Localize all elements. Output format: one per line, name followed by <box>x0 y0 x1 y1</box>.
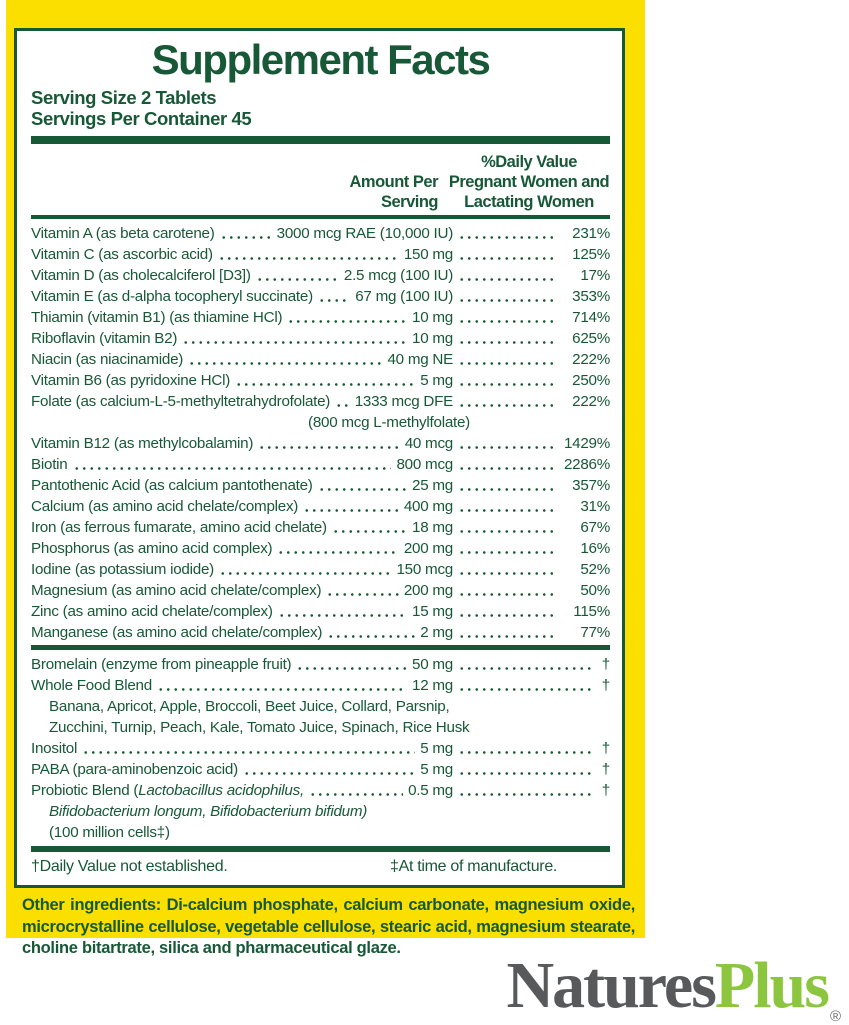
dot-leader <box>458 559 553 580</box>
dot-leader <box>303 496 399 517</box>
dot-leader <box>220 223 272 244</box>
nutrient-name: Phosphorus (as amino acid complex) <box>31 540 273 558</box>
nutrient-amount: 0.5 mg <box>408 782 453 800</box>
dot-leader <box>458 538 553 559</box>
nutrient-amount: 50 mg <box>412 656 453 674</box>
nutrient-daily-value: 115% <box>573 603 610 621</box>
dot-leader <box>256 265 339 286</box>
nutrient-name: Bromelain (enzyme from pineapple fruit) <box>31 656 292 674</box>
nutrient-daily-value: 16% <box>580 540 610 558</box>
table-row <box>31 580 610 601</box>
table-row <box>31 759 610 780</box>
dot-leader <box>458 391 553 412</box>
dot-leader <box>458 738 592 759</box>
nutrient-amount: 12 mg <box>412 677 453 695</box>
nutrient-name: Inositol <box>31 740 78 758</box>
footnote-manufacture: ‡At time of manufacture. <box>389 858 558 876</box>
nutrient-daily-value: 67% <box>580 519 610 537</box>
nutrient-amount: 10 mg <box>412 330 453 348</box>
nutrient-daily-value: † <box>601 677 610 695</box>
nutrient-daily-value: 125% <box>572 246 610 264</box>
nutrient-daily-value: † <box>601 782 610 800</box>
nutrient-amount: 40 mcg <box>404 435 453 453</box>
table-row <box>31 559 610 580</box>
daily-value-column-header <box>448 152 610 212</box>
dot-leader <box>235 370 415 391</box>
dot-leader <box>458 675 592 696</box>
table-row <box>31 328 610 349</box>
nutrient-daily-value: 17% <box>580 267 610 285</box>
dot-leader <box>309 780 403 801</box>
nutrient-daily-value: 714% <box>572 309 610 327</box>
table-row <box>31 349 610 370</box>
nutrient-amount: 10 mg <box>412 309 453 327</box>
nutrient-amount: 1333 mcg DFE <box>354 393 453 411</box>
table-row <box>31 454 610 475</box>
nutrient-amount: 200 mg <box>403 540 453 558</box>
amount-header-line1: Amount Per <box>349 173 438 192</box>
brand-logo <box>506 948 839 1024</box>
nutrient-amount: 150 mcg <box>396 561 453 579</box>
nutrient-name: Iodine (as potassium iodide) <box>31 561 214 579</box>
table-row <box>31 223 610 244</box>
nutrient-amount: 5 mg <box>420 372 453 390</box>
nutrient-subline <box>31 801 610 822</box>
table-row <box>31 675 610 696</box>
nutrient-daily-value: 231% <box>572 225 610 243</box>
table-row <box>31 286 610 307</box>
nutrient-amount: 67 mg (100 IU) <box>355 288 453 306</box>
dot-leader <box>458 780 592 801</box>
table-row <box>31 517 610 538</box>
nutrient-daily-value: 31% <box>580 498 610 516</box>
dot-leader <box>458 475 553 496</box>
dot-leader <box>218 244 399 265</box>
nutrient-name: Whole Food Blend <box>31 677 152 695</box>
nutrient-amount: 5 mg <box>420 740 453 758</box>
dot-leader <box>327 622 415 643</box>
dot-leader <box>278 601 407 622</box>
nutrient-amount: 200 mg <box>403 582 453 600</box>
nutrient-daily-value: 625% <box>572 330 610 348</box>
serving-info <box>31 87 610 129</box>
dot-leader <box>335 391 350 412</box>
nutrient-daily-value: 353% <box>572 288 610 306</box>
nutrient-subline-text: (800 mcg L-methylfolate) <box>308 414 470 432</box>
dot-leader <box>458 349 553 370</box>
dot-leader <box>458 223 553 244</box>
dot-leader <box>243 759 415 780</box>
dot-leader <box>277 538 398 559</box>
registered-trademark-icon: ® <box>829 1008 841 1025</box>
table-row <box>31 370 610 391</box>
nutrient-name: Thiamin (vitamin B1) (as thiamine HCl) <box>31 309 283 327</box>
dot-leader <box>458 328 553 349</box>
divider-mid <box>31 645 610 650</box>
subline-spacer <box>470 412 610 433</box>
dot-leader <box>458 654 592 675</box>
divider-thick-top <box>31 136 610 144</box>
dot-leader <box>458 622 553 643</box>
supplement-facts-panel <box>14 28 625 888</box>
dot-leader <box>318 286 350 307</box>
nutrient-name: Vitamin C (as ascorbic acid) <box>31 246 213 264</box>
nutrient-name: Iron (as ferrous fumarate, amino acid chelate) <box>31 519 327 537</box>
nutrient-amount: 400 mg <box>403 498 453 516</box>
nutrient-subline <box>31 412 610 433</box>
dot-leader <box>458 517 553 538</box>
dot-leader <box>458 601 553 622</box>
dv-header-line3: Lactating Women <box>464 193 594 212</box>
nutrient-daily-value: 77% <box>580 624 610 642</box>
table-row <box>31 265 610 286</box>
dot-leader <box>326 580 399 601</box>
other-nutrient-list <box>31 654 610 843</box>
nutrient-name: Vitamin E (as d-alpha tocopheryl succinate) <box>31 288 313 306</box>
nutrient-name: Vitamin B6 (as pyridoxine HCl) <box>31 372 231 390</box>
nutrient-name: Biotin <box>31 456 68 474</box>
dot-leader <box>332 517 407 538</box>
panel-title: Supplement Facts <box>151 36 490 83</box>
dot-leader <box>458 433 553 454</box>
table-row <box>31 244 610 265</box>
table-row <box>31 538 610 559</box>
nutrient-amount: 25 mg <box>412 477 453 495</box>
table-row <box>31 601 610 622</box>
nutrient-daily-value: 52% <box>580 561 610 579</box>
table-row <box>31 738 610 759</box>
nutrient-name: Vitamin A (as beta carotene) <box>31 225 215 243</box>
dot-leader <box>458 244 553 265</box>
dot-leader <box>157 675 407 696</box>
nutrient-name: PABA (para-aminobenzoic acid) <box>31 761 238 779</box>
nutrient-amount: 3000 mcg RAE (10,000 IU) <box>276 225 453 243</box>
dot-leader <box>458 286 553 307</box>
brand-name-natures: Natures <box>506 949 715 1022</box>
table-row <box>31 433 610 454</box>
nutrient-daily-value: † <box>601 656 610 674</box>
table-row <box>31 496 610 517</box>
dv-header-line2: Pregnant Women and <box>448 173 610 192</box>
nutrient-daily-value: 2286% <box>563 456 610 474</box>
nutrient-list <box>31 223 610 643</box>
dv-header-line1: %Daily Value <box>481 153 577 172</box>
nutrient-name: Vitamin D (as cholecalciferol [D3]) <box>31 267 251 285</box>
nutrient-amount: 2 mg <box>420 624 453 642</box>
table-row <box>31 622 610 643</box>
nutrient-amount: 2.5 mcg (100 IU) <box>343 267 453 285</box>
nutrient-amount: 150 mg <box>403 246 453 264</box>
table-row <box>31 780 610 801</box>
dot-leader <box>458 265 553 286</box>
nutrient-amount: 18 mg <box>412 519 453 537</box>
dot-leader <box>296 654 407 675</box>
nutrient-daily-value: 1429% <box>563 435 610 453</box>
nutrient-name: Probiotic Blend (Lactobacillus acidophilus, <box>31 782 304 800</box>
nutrient-name: Folate (as calcium-L-5-methyltetrahydrofolate) <box>31 393 331 411</box>
nutrient-name: Manganese (as amino acid chelate/complex) <box>31 624 323 642</box>
dot-leader <box>73 454 392 475</box>
brand-name-plus: Plus <box>714 949 828 1022</box>
dot-leader <box>82 738 415 759</box>
divider-header <box>31 215 610 219</box>
amount-header-line2: Serving <box>380 193 438 212</box>
nutrient-amount: 5 mg <box>420 761 453 779</box>
footnotes <box>31 857 610 877</box>
divider-bottom <box>31 846 610 852</box>
nutrient-name: Magnesium (as amino acid chelate/complex) <box>31 582 322 600</box>
nutrient-amount: 800 mcg <box>396 456 453 474</box>
nutrient-daily-value: 50% <box>580 582 610 600</box>
nutrient-daily-value: † <box>601 740 610 758</box>
nutrient-name: Zinc (as amino acid chelate/complex) <box>31 603 273 621</box>
amount-column-header <box>349 172 438 212</box>
dot-leader <box>458 454 553 475</box>
nutrient-name: Pantothenic Acid (as calcium pantothenate) <box>31 477 313 495</box>
nutrient-amount: 40 mg NE <box>387 351 453 369</box>
nutrient-subline <box>31 717 610 738</box>
nutrient-daily-value: 357% <box>572 477 610 495</box>
table-row <box>31 475 610 496</box>
nutrient-daily-value: 222% <box>572 393 610 411</box>
nutrient-name: Niacin (as niacinamide) <box>31 351 184 369</box>
footnote-daily-value: †Daily Value not established. <box>31 858 228 876</box>
servings-per-container: Servings Per Container 45 <box>31 108 252 130</box>
table-row <box>31 391 610 412</box>
nutrient-subline <box>31 822 610 843</box>
dot-leader <box>458 307 553 328</box>
nutrient-daily-value: 222% <box>572 351 610 369</box>
column-headers <box>31 152 610 212</box>
label-background <box>6 0 645 958</box>
nutrient-daily-value: 250% <box>572 372 610 390</box>
dot-leader <box>258 433 400 454</box>
nutrient-name: Calcium (as amino acid chelate/complex) <box>31 498 299 516</box>
dot-leader <box>458 496 553 517</box>
nutrient-subline-text: Bifidobacterium longum, Bifidobacterium bifidum) <box>49 803 368 821</box>
dot-leader <box>458 370 553 391</box>
nutrient-subline-text: Banana, Apricot, Apple, Broccoli, Beet Juice, Collard, Parsnip, <box>49 698 450 716</box>
dot-leader <box>458 759 592 780</box>
dot-leader <box>458 580 553 601</box>
nutrient-subline-text: Zucchini, Turnip, Peach, Kale, Tomato Juice, Spinach, Rice Husk <box>49 719 470 737</box>
nutrient-subline-text: (100 million cells‡) <box>49 824 170 842</box>
other-ingredients-text: Other ingredients: Di-calcium phosphate, calcium carbonate, magnesium oxide, microcrystalline cellulose, vegetable cellulose, stearic acid, magnesium stearate, choline bitartrate, silica and pharmaceutical glaze. <box>22 896 635 958</box>
nutrient-subline <box>31 696 610 717</box>
dot-leader <box>219 559 392 580</box>
dot-leader <box>318 475 407 496</box>
table-row <box>31 654 610 675</box>
dot-leader <box>188 349 382 370</box>
serving-size: Serving Size 2 Tablets <box>31 87 217 109</box>
table-row <box>31 307 610 328</box>
nutrient-name: Riboflavin (vitamin B2) <box>31 330 178 348</box>
nutrient-daily-value: † <box>601 761 610 779</box>
dot-leader <box>182 328 407 349</box>
nutrient-amount: 15 mg <box>412 603 453 621</box>
nutrient-name-latin: Lactobacillus acidophilus, <box>138 782 304 800</box>
dot-leader <box>287 307 407 328</box>
nutrient-name: Vitamin B12 (as methylcobalamin) <box>31 435 254 453</box>
